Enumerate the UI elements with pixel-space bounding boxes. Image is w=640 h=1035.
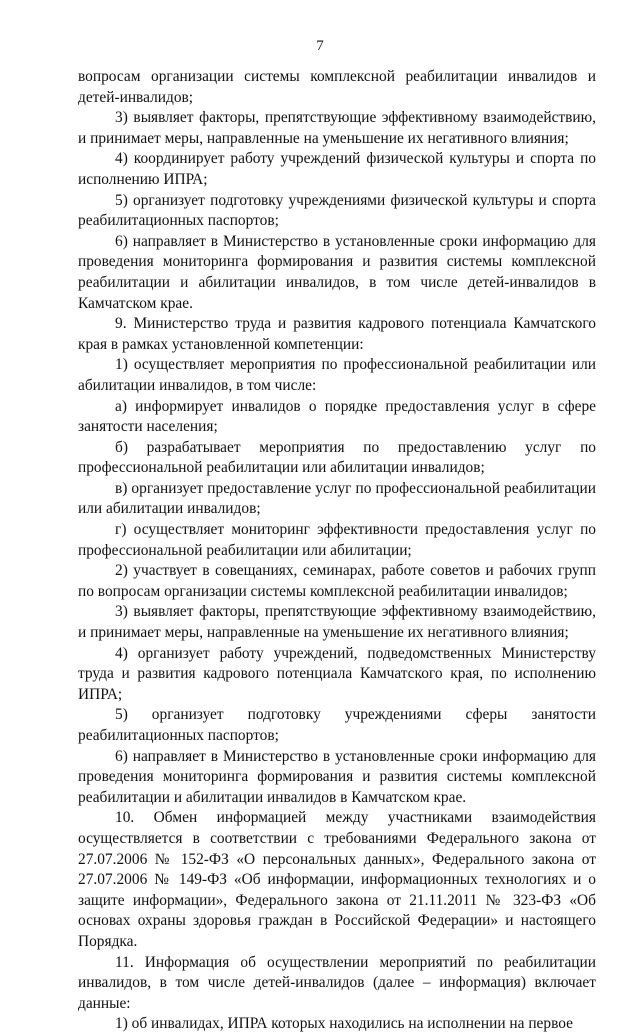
paragraph: б) разрабатывает мероприятия по предоставлению услуг по профессиональной реабилитации или абилитации инвалидов; <box>78 438 596 477</box>
paragraph: 1) осуществляет мероприятия по профессиональной реабилитации или абилитации инвалидов, в том числе: <box>78 356 596 394</box>
paragraph: 5) организует подготовку учреждениями физической культуры и спорта реабилитационных паспортов; <box>78 191 596 230</box>
paragraph: г) осуществляет мониторинг эффективности предоставления услуг по профессиональной реабилитации или абилитации; <box>78 521 596 559</box>
page-number: 7 <box>316 38 324 54</box>
paragraph: 4) организует работу учреждений, подведомственных Министерству труда и развития кадрового потенциала Камчатского края, по исполнению ИПРА; <box>78 644 596 703</box>
paragraph: 3) выявляет факторы, препятствующие эффективному взаимодействию, и принимает меры, направленные на уменьшение их негативного влияния; <box>78 109 596 147</box>
paragraph: 5) организует подготовку учреждениями сферы занятости реабилитационных паспортов; <box>78 706 596 744</box>
paragraph: 3) выявляет факторы, препятствующие эффективному взаимодействию, и принимает меры, направленные на уменьшение их негативного влияния; <box>78 603 596 642</box>
document-body <box>78 67 596 1035</box>
paragraph: 1) об инвалидах, ИПРА которых находились на исполнении на первое <box>115 1015 573 1033</box>
paragraph: 4) координирует работу учреждений физической культуры и спорта по исполнению ИПРА; <box>78 150 596 188</box>
paragraph: 2) участвует в совещаниях, семинарах, работе советов и рабочих групп по вопросам организации системы комплексной реабилитации инвалидов; <box>78 562 596 600</box>
paragraph: 11. Информация об осуществлении мероприятий по реабилитации инвалидов, в том числе детей-инвалидов (далее – информация) включает данные: <box>78 953 596 1012</box>
paragraph: 6) направляет в Министерство в установленные сроки информацию для проведения мониторинга формирования и развития системы комплексной реабилитации и абилитации инвалидов в Камчатском крае. <box>78 747 596 806</box>
paragraph: 10. Обмен информацией между участниками взаимодействия осуществляется в соответствии с требованиями Федерального закона от 27.07.2006 № 152-ФЗ «О персональных данных», Федерального закона от 27.07.2006 № 149-ФЗ «Об информации, информационных технологиях и о защите информации», Федерального закона от 21.11.2011 № 323-ФЗ «Об основах охраны здоровья граждан в Российской Федерации» и настоящего Порядка. <box>78 809 596 950</box>
paragraph: 9. Министерство труда и развития кадрового потенциала Камчатского края в рамках установленной компетенции: <box>78 315 596 353</box>
paragraph: в) организует предоставление услуг по профессиональной реабилитации или абилитации инвалидов; <box>78 479 596 518</box>
paragraph: 6) направляет в Министерство в установленные сроки информацию для проведения мониторинга формирования и развития системы комплексной реабилитации и абилитации инвалидов, в том числе детей-инвалидов в Камчатском крае. <box>78 232 596 312</box>
paragraph: а) информирует инвалидов о порядке предоставления услуг в сфере занятости населения; <box>78 397 596 436</box>
paragraph-continuation: вопросам организации системы комплексной реабилитации инвалидов и детей-инвалидов; <box>78 68 596 106</box>
